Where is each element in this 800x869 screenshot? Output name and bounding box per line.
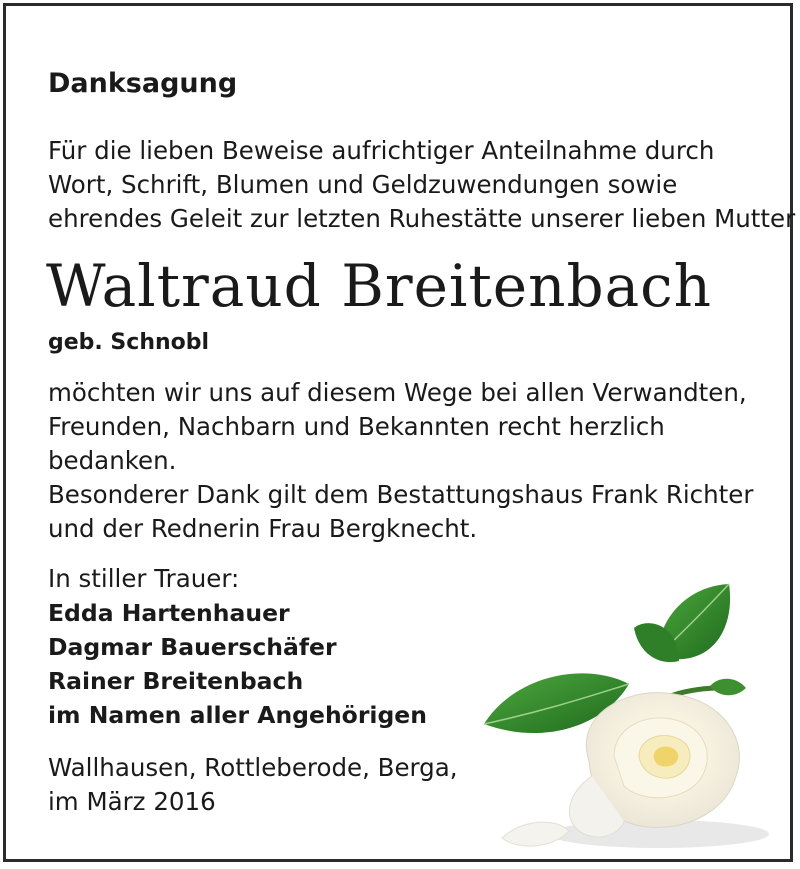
notice-heading: Danksagung bbox=[48, 68, 238, 99]
deceased-name: Waltraud Breitenbach bbox=[46, 252, 712, 320]
white-rose-icon bbox=[474, 576, 774, 866]
thanks-paragraph bbox=[48, 376, 753, 546]
mourner-name: Dagmar Bauerschäfer bbox=[48, 633, 337, 661]
mourners-block bbox=[48, 562, 427, 732]
thanks-line: bedanken. bbox=[48, 446, 177, 475]
rose-leaf bbox=[710, 679, 746, 696]
mourner-relatives: im Namen aller Angehörigen bbox=[48, 701, 427, 729]
notice-frame bbox=[3, 3, 796, 862]
mourner-name: Edda Hartenhauer bbox=[48, 599, 290, 627]
intro-line: Wort, Schrift, Blumen und Geldzuwendungen sowie bbox=[48, 170, 678, 199]
date-line: im März 2016 bbox=[48, 787, 216, 816]
intro-paragraph bbox=[48, 134, 795, 236]
intro-line: Für die lieben Beweise aufrichtiger Anteilnahme durch bbox=[48, 136, 715, 165]
mourner-name: Rainer Breitenbach bbox=[48, 667, 304, 695]
birth-name: geb. Schnobl bbox=[48, 330, 210, 355]
thanks-line: und der Rednerin Frau Bergknecht. bbox=[48, 514, 478, 543]
rose-petal bbox=[502, 822, 569, 846]
intro-line: ehrendes Geleit zur letzten Ruhestätte unserer lieben Mutter bbox=[48, 204, 796, 233]
thanks-line: Freunden, Nachbarn und Bekannten recht herzlich bbox=[48, 412, 665, 441]
place-line: Wallhausen, Rottleberode, Berga, bbox=[48, 753, 458, 782]
thanks-line: Besonderer Dank gilt dem Bestattungshaus Frank Richter bbox=[48, 480, 754, 509]
thanks-line: möchten wir uns auf diesem Wege bei allen Verwandten, bbox=[48, 378, 747, 407]
place-date bbox=[48, 751, 458, 819]
mourning-label: In stiller Trauer: bbox=[48, 564, 240, 593]
